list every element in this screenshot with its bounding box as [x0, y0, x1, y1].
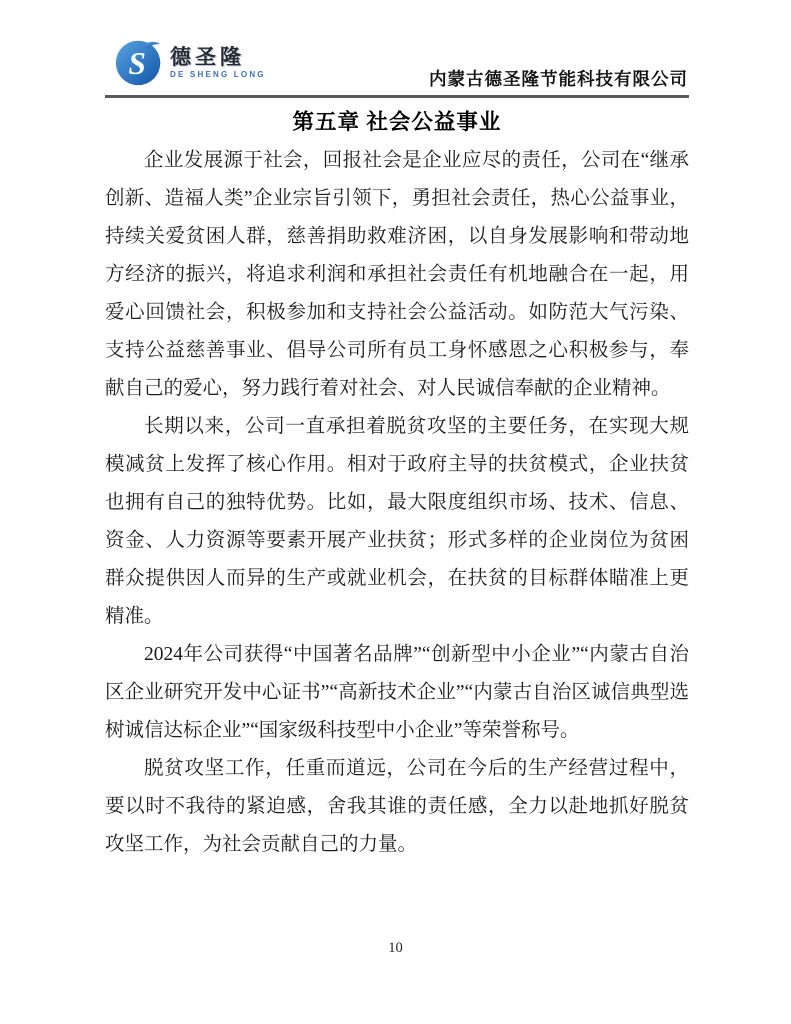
logo-name-en: DE SHENG LONG [170, 70, 266, 79]
body-paragraph-2: 长期以来，公司一直承担着脱贫攻坚的主要任务，在实现大规模减贫上发挥了核心作用。相对于政府主导的扶贫模式，企业扶贫也拥有自己的独特优势。比如，最大限度组织市场、技术、信息、资金、人力资源等要素开展产业扶贫；形式多样的企业岗位为贫困群众提供因人而异的生产或就业机会，在扶贫的目标群体瞄准上更精准。 [105, 416, 689, 627]
chapter-title: 第五章 社会公益事业 [292, 110, 502, 134]
body-paragraph-3: 2024年公司获得“中国著名品牌”“创新型中小企业”“内蒙古自治区企业研究开发中心证书”“高新技术企业”“内蒙古自治区诚信典型选树诚信达标企业”“国家级科技型中小企业”等荣誉称号。 [105, 644, 689, 741]
body-paragraph-1: 企业发展源于社会，回报社会是企业应尽的责任，公司在“继承创新、造福人类”企业宗旨引领下，勇担社会责任，热心公益事业，持续关爱贫困人群，慈善捐助救难济困，以自身发展影响和带动地方经济的振兴，将追求利润和承担社会责任有机地融合在一起，用爱心回馈社会，积极参加和支持社会公益活动。如防范大气污染、支持公益慈善事业、倡导公司所有员工身怀感恩之心积极参与，奉献自己的爱心，努力践行着对社会、对人民诚信奉献的企业精神。 [105, 150, 689, 399]
company-logo [114, 37, 266, 87]
dragon-logo-icon [114, 37, 164, 87]
document-body [105, 101, 689, 864]
logo-name-cn: 德圣隆 [170, 46, 245, 69]
body-paragraph-4: 脱贫攻坚工作，任重而道远，公司在今后的生产经营过程中，要以时不我待的紧迫感，舍我其谁的责任感，全力以赴地抓好脱贫攻坚工作，为社会贡献自己的力量。 [105, 758, 689, 855]
company-name: 内蒙古德圣隆节能科技有限公司 [429, 69, 688, 89]
svg-text:S: S [128, 46, 146, 82]
logo-text [170, 37, 266, 80]
page-number: 10 [388, 940, 403, 956]
header-rule [105, 95, 689, 98]
